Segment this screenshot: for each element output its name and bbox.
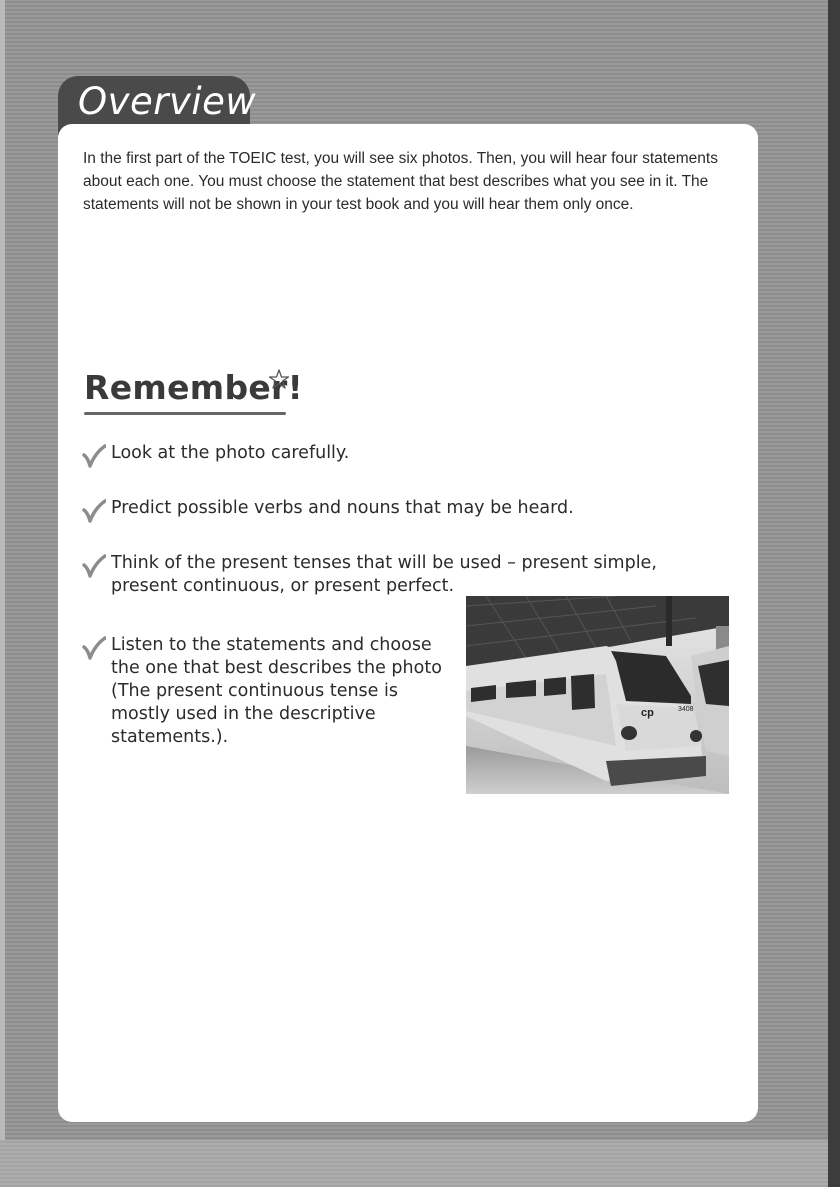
checkmark-icon <box>82 554 106 578</box>
page-edge-right <box>828 0 840 1187</box>
tip-text: Think of the present tenses that will be used – present simple, present continuous, or present perfect. <box>111 553 657 596</box>
tip-item <box>82 497 722 520</box>
tip-item <box>82 634 452 749</box>
tip-text: Look at the photo carefully. <box>111 443 350 463</box>
star-doodle-icon <box>268 368 290 390</box>
remember-underline <box>84 412 286 415</box>
page-edge-left <box>0 0 5 1187</box>
tip-item <box>82 442 722 465</box>
checkmark-icon <box>82 636 106 660</box>
train-logo: cp <box>641 707 654 719</box>
train-photo <box>466 596 729 794</box>
overview-text: In the first part of the TOEIC test, you will see six photos. Then, you will hear four statements about each one. You must choose the statement that best describes what you see in it. The statements will not be shown in your test book and you will hear them only once. <box>83 150 718 213</box>
tip-text: Listen to the statements and choose the one that best describes the photo (The present continuous tense is mostly used in the descriptive statements.). <box>111 635 442 747</box>
checkmark-icon <box>82 499 106 523</box>
remember-heading: Remember! <box>84 368 303 407</box>
overview-title: Overview <box>78 80 257 123</box>
tip-item <box>82 552 722 598</box>
train-number: 3408 <box>678 706 694 713</box>
checkmark-icon <box>82 444 106 468</box>
page-bottom-strip <box>0 1140 828 1187</box>
tip-text: Predict possible verbs and nouns that may be heard. <box>111 498 574 518</box>
train-illustration <box>466 596 729 794</box>
